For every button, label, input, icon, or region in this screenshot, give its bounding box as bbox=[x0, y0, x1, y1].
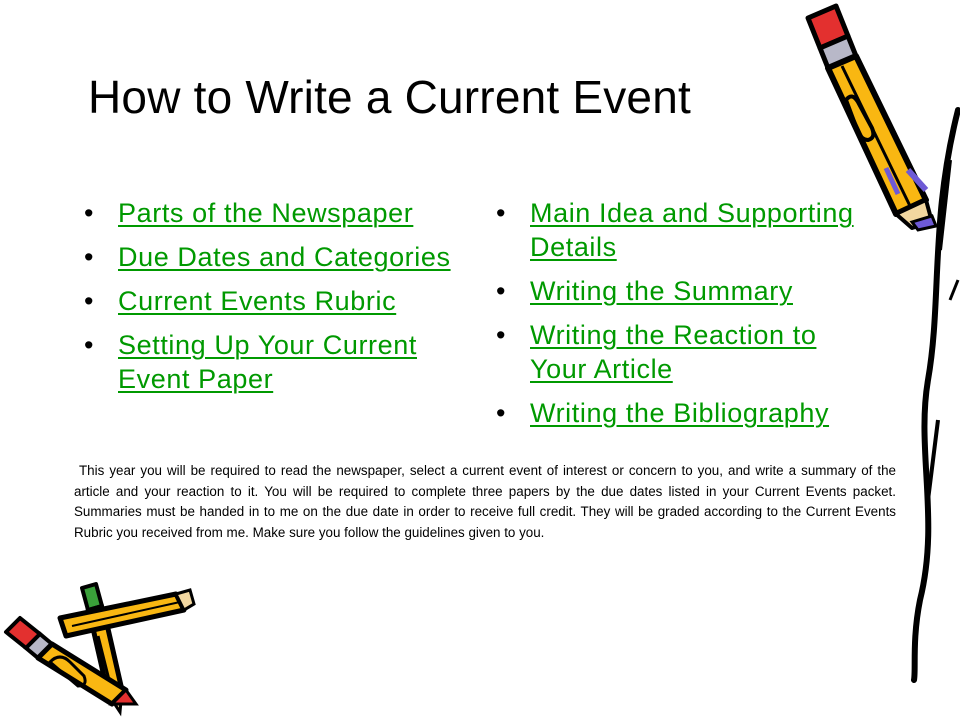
link-due-dates-and-categories[interactable]: Due Dates and Categories bbox=[118, 242, 451, 272]
link-current-events-rubric[interactable]: Current Events Rubric bbox=[118, 286, 397, 316]
slide-title: How to Write a Current Event bbox=[88, 71, 691, 123]
list-item bbox=[84, 284, 464, 318]
link-writing-the-reaction-to-your-article[interactable]: Writing the Reaction to Your Article bbox=[530, 320, 817, 384]
bullet: • bbox=[496, 320, 506, 350]
bullet: • bbox=[84, 330, 94, 360]
list-item bbox=[84, 196, 464, 230]
left-link-list bbox=[84, 196, 464, 406]
pencils-icon bbox=[0, 580, 210, 720]
bullet: • bbox=[496, 276, 506, 306]
bullet: • bbox=[84, 198, 94, 228]
link-main-idea-and-supporting-details[interactable]: Main Idea and Supporting Details bbox=[530, 198, 854, 262]
link-writing-the-bibliography[interactable]: Writing the Bibliography bbox=[530, 398, 830, 428]
pencil-icon bbox=[790, 0, 960, 720]
list-item bbox=[84, 328, 464, 396]
bullet: • bbox=[84, 242, 94, 272]
instructions-paragraph: This year you will be required to read the newspaper, select a current event of interest or concern to you, and write a summary of the article and your reaction to it. You will be required to complete three papers by the due dates listed in your Current Events packet. Summaries must be handed in to me on the due date in order to receive full credit. They will be graded according to the Current Events Rubric you received from me. Make sure you follow the guidelines given to you. bbox=[74, 463, 896, 540]
bullet: • bbox=[496, 398, 506, 428]
bullet: • bbox=[496, 198, 506, 228]
link-setting-up-your-current-event-paper[interactable]: Setting Up Your Current Event Paper bbox=[118, 330, 417, 394]
bullet: • bbox=[84, 286, 94, 316]
link-parts-of-the-newspaper[interactable]: Parts of the Newspaper bbox=[118, 198, 414, 228]
list-item bbox=[84, 240, 464, 274]
link-writing-the-summary[interactable]: Writing the Summary bbox=[530, 276, 793, 306]
